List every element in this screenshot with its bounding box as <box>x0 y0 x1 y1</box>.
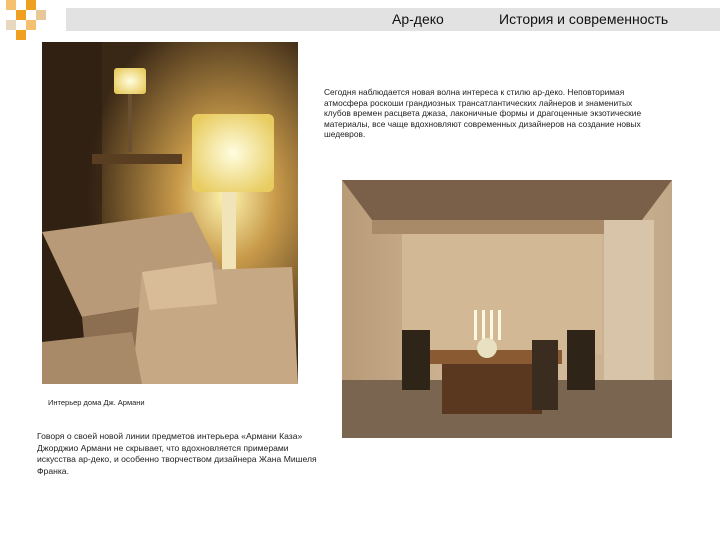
living-room-image <box>42 42 298 384</box>
section-title: Ар-деко <box>392 11 444 27</box>
slide-title: История и современность <box>499 11 669 27</box>
living-room-photo <box>42 42 298 384</box>
corner-squares-icon <box>0 0 66 44</box>
dining-room-photo <box>342 180 672 438</box>
intro-paragraph: Сегодня наблюдается новая волна интереса к стилю ар-деко. Неповторимая атмосфера роскоши грандиозных трансатлантических лайнеров и знаменитых клубов времен расцвета джаза, лаконичные формы и драгоценные экзотические материалы, все чаще вдохновляют современных дизайнеров на создание новых шедевров. <box>324 87 642 140</box>
photo-caption: Интерьер дома Дж. Армани <box>48 398 145 407</box>
corner-decoration <box>0 0 66 44</box>
armani-paragraph: Говоря о своей новой линии предметов интерьера «Армани Каза» Джорджио Армани не скрывает, что вдохновляется примерами искусства ар-деко, и особенно творчеством дизайнера Жана Мишеля Франка. <box>37 431 317 476</box>
dining-room-image <box>342 180 672 438</box>
